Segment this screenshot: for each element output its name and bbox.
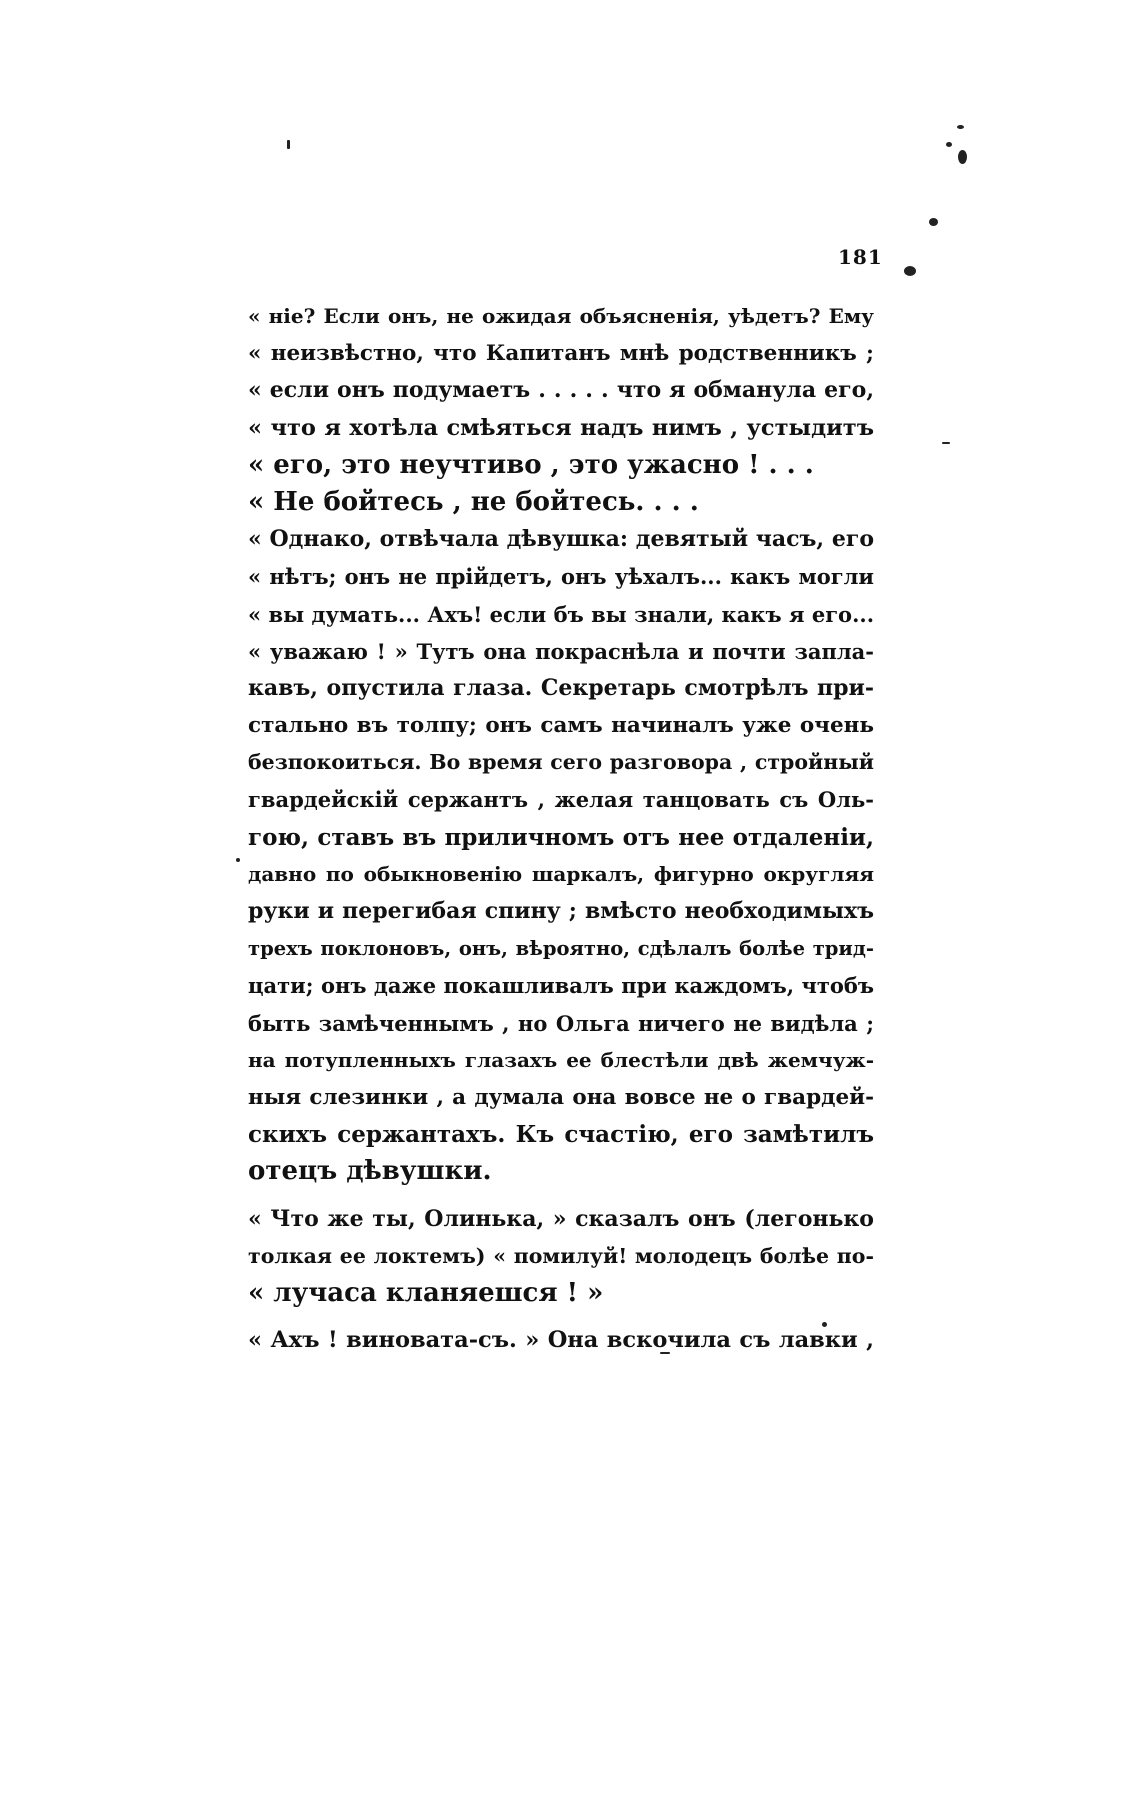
ink-speck	[236, 858, 240, 862]
body-text	[248, 298, 874, 1359]
text-line: стально въ толпу; онъ самъ начиналъ уже очень	[248, 713, 874, 739]
text-line: руки и перегибая спину ; вмѣсто необходимыхъ	[248, 898, 874, 924]
text-line: цати; онъ даже покашливалъ при каждомъ, чтобъ	[248, 973, 874, 999]
ink-speck	[904, 266, 916, 276]
page-number: 181	[838, 245, 883, 269]
text-line: ныя слезинки , а думала она вовсе не о гвардей-	[248, 1084, 874, 1110]
ink-speck	[929, 218, 938, 226]
text-line: « лучаса кланяешся ! »	[248, 1277, 604, 1308]
text-line: безпокоиться. Во время сего разговора , стройный	[248, 750, 874, 775]
text-line: скихъ сержантахъ. Къ счастію, его замѣтилъ	[248, 1121, 874, 1149]
text-line: « нѣтъ; онъ не прійдетъ, онъ уѣхалъ... какъ могли	[248, 564, 874, 590]
text-line: трехъ поклоновъ, онъ, вѣроятно, сдѣлалъ болѣе трид-	[248, 937, 874, 961]
text-line: гвардейскій сержантъ , желая танцовать съ Оль-	[248, 787, 874, 813]
text-line: « ніе? Если онъ, не ожидая объясненія, уѣдетъ? Ему	[248, 304, 874, 328]
text-line: кавъ, опустила глаза. Секретарь смотрѣлъ при-	[248, 674, 874, 701]
text-line: гою, ставъ въ приличномъ отъ нее отдаленіи,	[248, 823, 874, 851]
text-line: « уважаю ! » Тутъ она покраснѣла и почти запла-	[248, 638, 874, 664]
text-line: « Ахъ ! виновата-съ. » Она вскочила съ лавки ,	[248, 1327, 874, 1354]
text-line: « вы думать... Ахъ! если бъ вы знали, какъ я его...	[248, 601, 874, 627]
ink-speck	[946, 142, 952, 147]
text-line: толкая ее локтемъ) « помилуй! молодецъ болѣе по-	[248, 1243, 874, 1268]
text-line: « что я хотѣла смѣяться надъ нимъ , устыдитъ	[248, 414, 874, 441]
text-line: « Однако, отвѣчала дѣвушка: девятый часъ, его	[248, 526, 874, 553]
text-line: « Что же ты, Олинька, » сказалъ онъ (легонько	[248, 1205, 874, 1232]
text-line: давно по обыкновенію шаркалъ, фигурно округляя	[248, 861, 874, 886]
text-line: « Не бойтесь , не бойтесь. . . .	[248, 486, 699, 517]
ink-speck	[958, 150, 967, 164]
text-line: « его, это неучтиво , это ужасно ! . . .	[248, 449, 814, 480]
ink-speck	[942, 442, 950, 444]
text-line: « неизвѣстно, что Капитанъ мнѣ родственникъ ;	[248, 341, 874, 367]
paragraph-gap	[248, 1191, 874, 1201]
text-line: « если онъ подумаетъ . . . . . что я обманула его,	[248, 377, 874, 404]
ink-speck	[287, 140, 290, 149]
text-line: на потупленныхъ глазахъ ее блестѣли двѣ жемчуж-	[248, 1047, 874, 1072]
paragraph-gap	[248, 1312, 874, 1322]
ink-speck	[957, 125, 964, 129]
text-line: быть замѣченнымъ , но Ольга ничего не видѣла ;	[248, 1010, 874, 1036]
text-line: отецъ дѣвушки.	[248, 1156, 492, 1187]
